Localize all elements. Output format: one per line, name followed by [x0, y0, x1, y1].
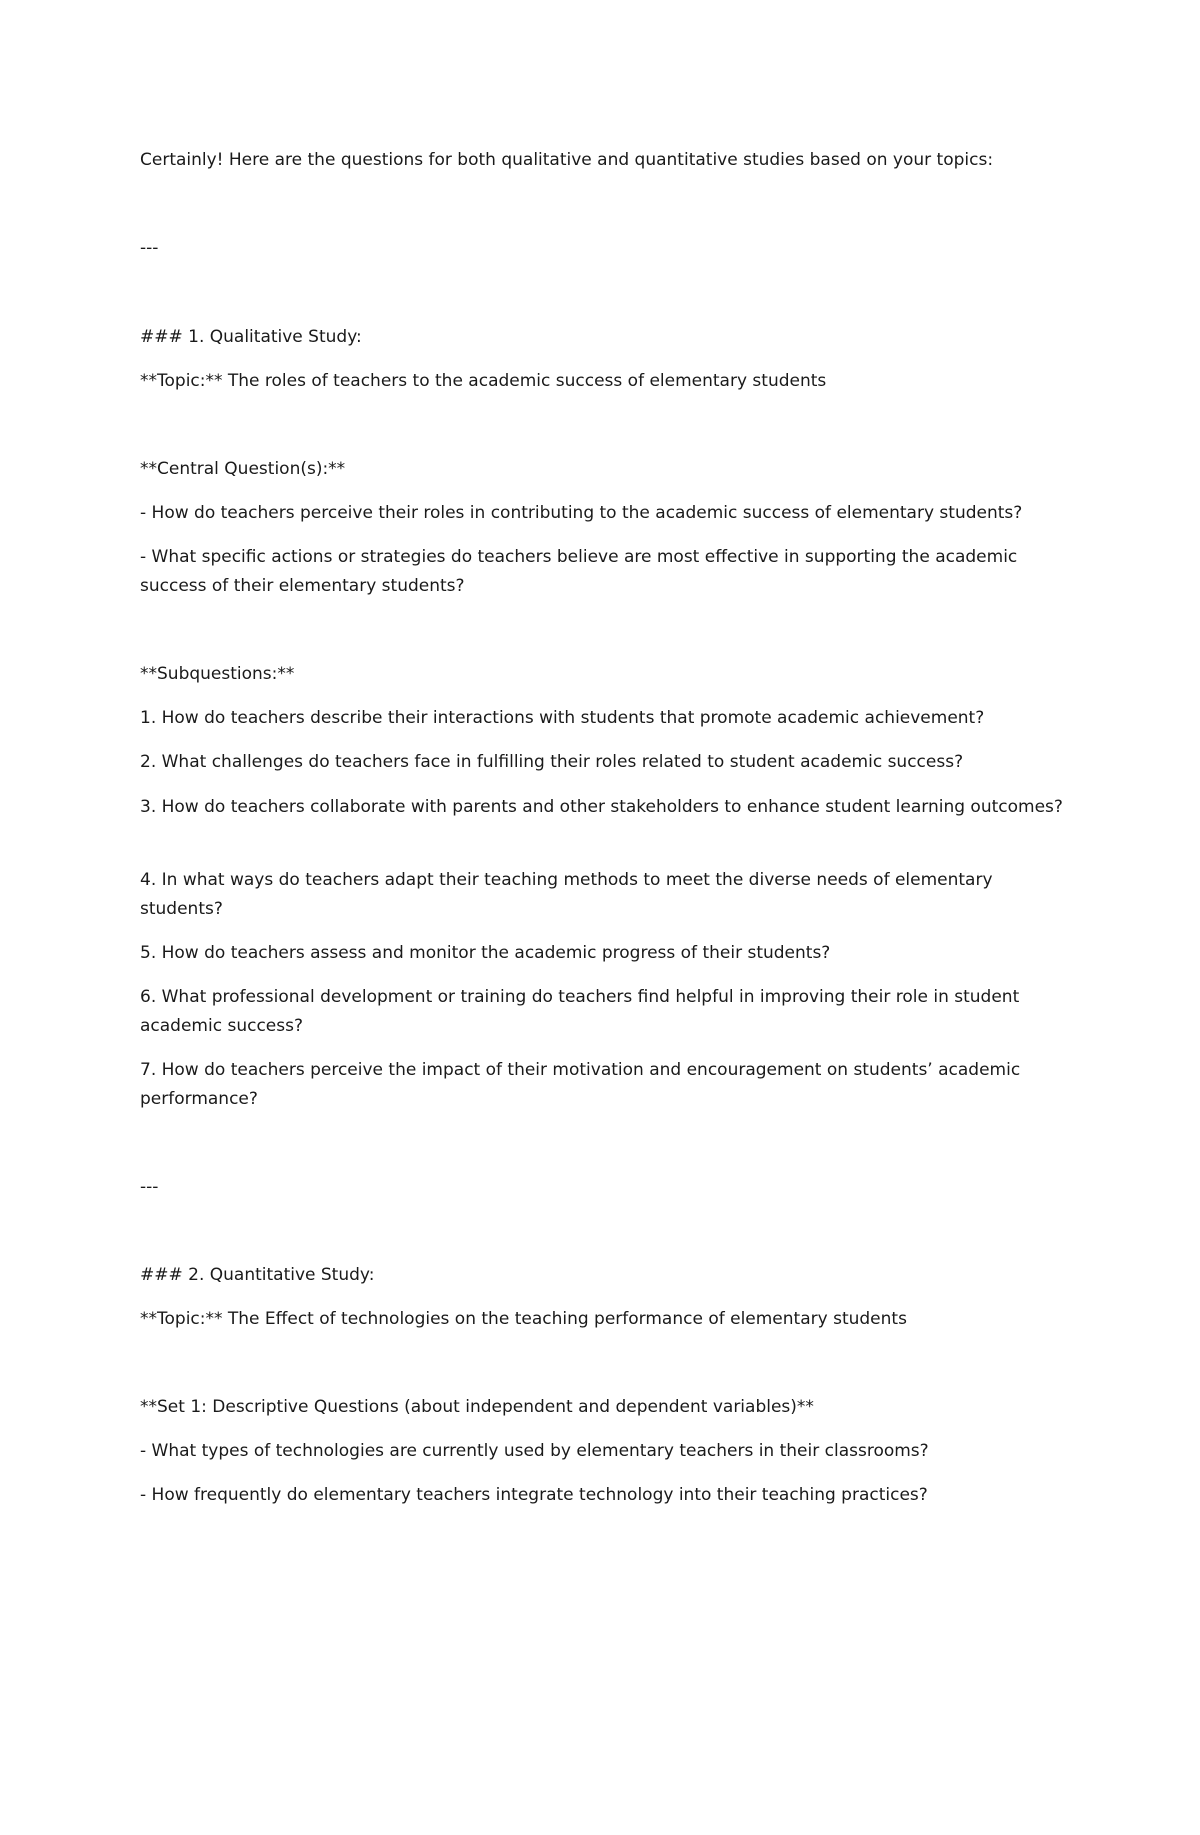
set1-heading: **Set 1: Descriptive Questions (about independent and dependent variables)**: [140, 1397, 814, 1417]
intro-text: Certainly! Here are the questions for both qualitative and quantitative studies based on your topics:: [140, 150, 994, 170]
central-questions-heading: **Central Question(s):**: [140, 459, 346, 479]
subquestion: 4. In what ways do teachers adapt their teaching methods to meet the diverse needs of elementary students?: [140, 870, 993, 919]
subquestion: 2. What challenges do teachers face in fulfilling their roles related to student academic success?: [140, 752, 964, 772]
set1-question: - What types of technologies are currently used by elementary teachers in their classrooms?: [140, 1441, 929, 1461]
subquestions-heading: **Subquestions:**: [140, 664, 295, 684]
central-question: - What specific actions or strategies do teachers believe are most effective in supporting the academic success of their elementary students?: [140, 547, 1018, 596]
quantitative-topic: **Topic:** The Effect of technologies on the teaching performance of elementary students: [140, 1309, 907, 1329]
separator: ---: [140, 238, 159, 258]
qualitative-topic: **Topic:** The roles of teachers to the academic success of elementary students: [140, 371, 827, 391]
quantitative-heading: ### 2. Quantitative Study:: [140, 1265, 375, 1285]
subquestion: 5. How do teachers assess and monitor the academic progress of their students?: [140, 943, 831, 963]
separator: ---: [140, 1177, 159, 1197]
subquestion: 3. How do teachers collaborate with parents and other stakeholders to enhance student learning outcomes?: [140, 797, 1063, 817]
subquestion: 6. What professional development or training do teachers find helpful in improving their role in student academic success?: [140, 987, 1020, 1036]
central-question: - How do teachers perceive their roles in contributing to the academic success of elementary students?: [140, 503, 1023, 523]
subquestion: 7. How do teachers perceive the impact of their motivation and encouragement on students’ academic performance?: [140, 1060, 1021, 1109]
subquestion: 1. How do teachers describe their interactions with students that promote academic achievement?: [140, 708, 985, 728]
set1-question: - How frequently do elementary teachers integrate technology into their teaching practices?: [140, 1485, 928, 1505]
qualitative-heading: ### 1. Qualitative Study:: [140, 327, 362, 347]
